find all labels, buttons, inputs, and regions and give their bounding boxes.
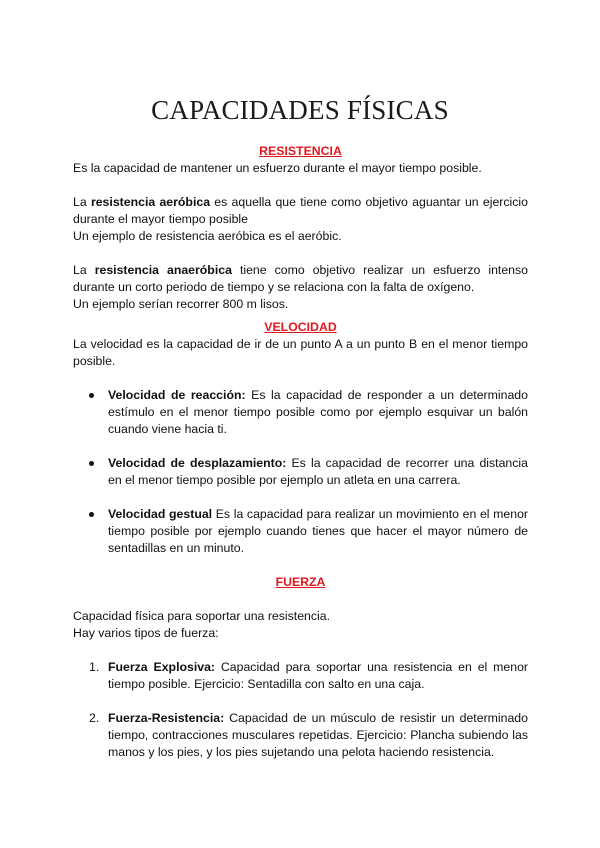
aerobica-text: es aquella que tiene como objetivo aguantar un ejercicio durante el mayor tiempo posible <box>73 195 528 226</box>
list-number: 2. <box>89 711 100 725</box>
section-heading-velocidad: VELOCIDAD <box>264 320 337 334</box>
section-heading-resistencia: RESISTENCIA <box>259 144 342 158</box>
velocidad-list <box>73 387 528 557</box>
fuerza-intro: Capacidad física para soportar una resistencia. <box>73 609 331 623</box>
fuerza-list <box>73 659 528 761</box>
list-number: 1. <box>89 660 100 674</box>
list-item <box>73 455 528 489</box>
section-heading-fuerza: FUERZA <box>275 575 326 589</box>
list-item <box>73 387 528 438</box>
anaerobica-example: Un ejemplo serían recorrer 800 m lisos. <box>73 297 289 311</box>
bullet-icon <box>89 461 94 466</box>
aerobica-example: Un ejemplo de resistencia aeróbica es el aeróbic. <box>73 229 342 243</box>
page-title: CAPACIDADES FÍSICAS <box>151 95 449 126</box>
velocidad-text: Es la capacidad de recorrer una distancia en el menor tiempo posible por ejemplo un atleta en una carrera. <box>108 456 528 487</box>
velocidad-term: Velocidad de desplazamiento: <box>108 456 287 470</box>
bullet-icon <box>89 393 94 398</box>
velocidad-intro: La velocidad es la capacidad de ir de un punto A a un punto B en el menor tiempo posible. <box>73 337 528 368</box>
aerobica-pre: La <box>73 195 91 209</box>
list-item <box>73 506 528 557</box>
fuerza-term: Fuerza-Resistencia: <box>108 711 225 725</box>
fuerza-intro-types: Hay varios tipos de fuerza: <box>73 626 219 640</box>
velocidad-term: Velocidad gestual <box>108 507 213 521</box>
resistencia-intro: Es la capacidad de mantener un esfuerzo durante el mayor tiempo posible. <box>73 161 482 175</box>
document-body <box>73 143 528 761</box>
velocidad-text: Es la capacidad de responder a un determinado estímulo en el menor tiempo posible como por ejemplo esquivar un balón cuando viene hacia ti. <box>108 388 528 436</box>
fuerza-term: Fuerza Explosiva: <box>108 660 216 674</box>
fuerza-text: Capacidad para soportar una resistencia en el menor tiempo posible. Ejercicio: Sentadilla con salto en una caja. <box>108 660 528 691</box>
aerobica-term: resistencia aeróbica <box>90 195 211 209</box>
list-item <box>73 710 528 761</box>
velocidad-text: Es la capacidad para realizar un movimiento en el menor tiempo posible por ejemplo cuando tienes que hacer el mayor número de sentadillas en un minuto. <box>108 507 528 555</box>
resistencia-anaerobica-paragraph <box>73 262 528 296</box>
bullet-icon <box>89 512 94 517</box>
resistencia-aerobica-paragraph <box>73 194 528 228</box>
velocidad-term: Velocidad de reacción: <box>108 388 246 402</box>
list-item <box>73 659 528 693</box>
anaerobica-pre: La <box>73 263 95 277</box>
anaerobica-term: resistencia anaeróbica <box>94 263 232 277</box>
anaerobica-text: tiene como objetivo realizar un esfuerzo intenso durante un corto periodo de tiempo y se relaciona con la falta de oxígeno. <box>73 263 528 294</box>
fuerza-text: Capacidad de un músculo de resistir un determinado tiempo, contracciones musculares repetidas. Ejercicio: Plancha subiendo las manos y los pies, y los pies sujetando una pelota haciendo resistencia. <box>108 711 528 759</box>
